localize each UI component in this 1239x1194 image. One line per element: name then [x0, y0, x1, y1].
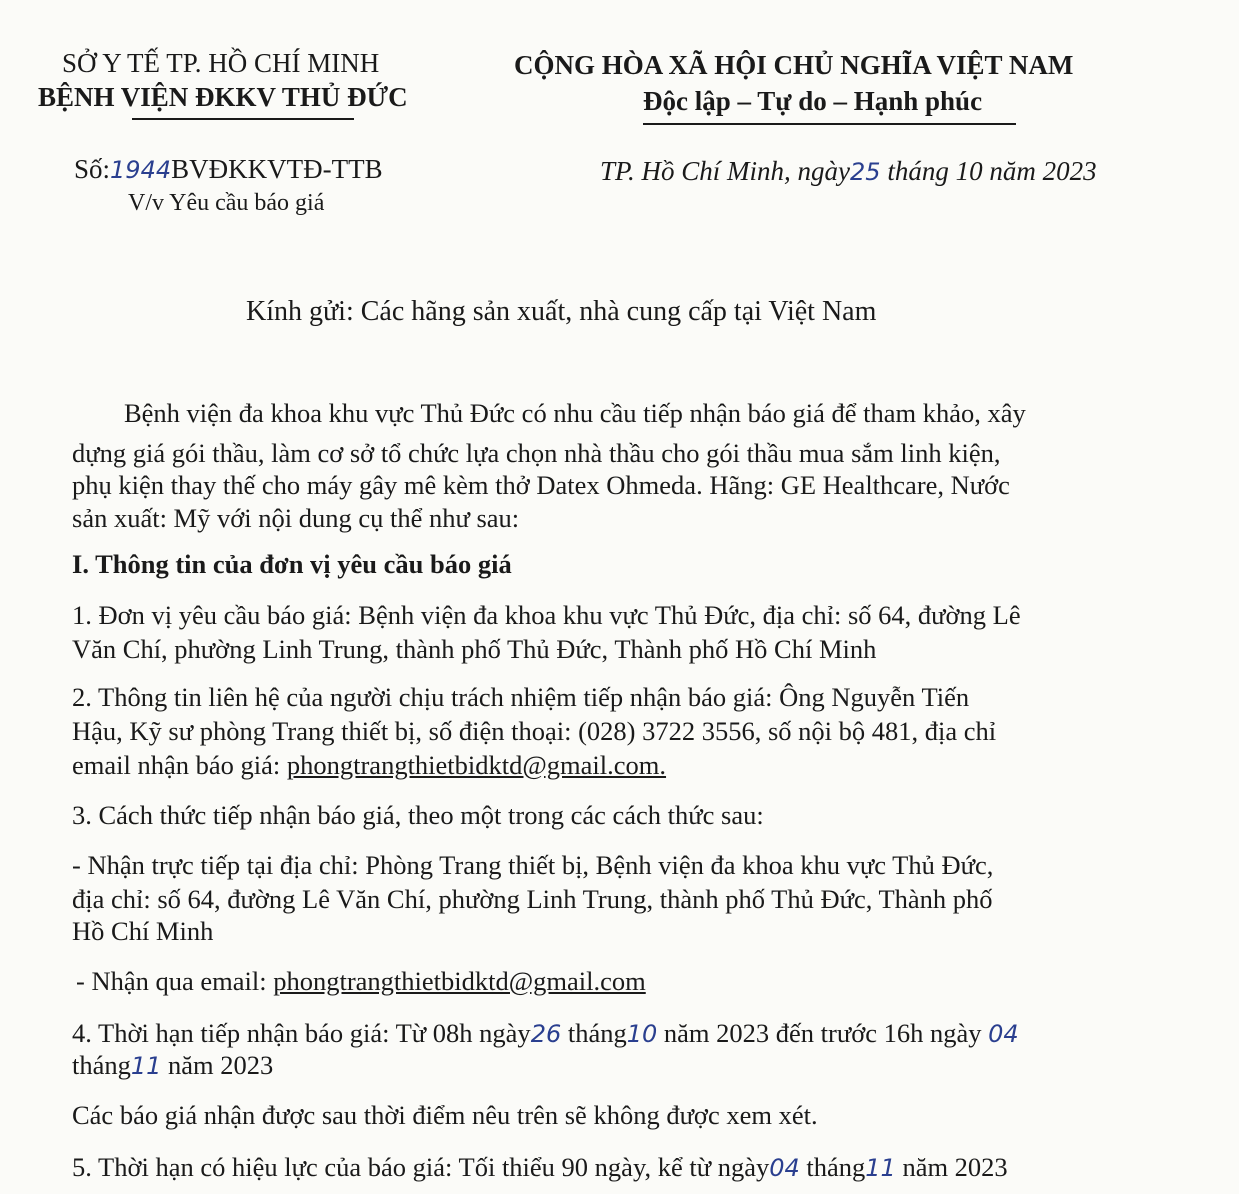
- handwritten-day-1: 26: [530, 1020, 562, 1048]
- addressee: Kính gửi: Các hãng sản xuất, nhà cung cấp tại Việt Nam: [246, 296, 877, 327]
- nation-line-2: Độc lập – Tự do – Hạnh phúc: [643, 86, 983, 116]
- email-receipt-line: [76, 966, 646, 997]
- contact-email-link[interactable]: phongtrangthietbidktd@gmail.com.: [286, 750, 667, 780]
- section-1-title: I. Thông tin của đơn vị yêu cầu báo giá: [72, 549, 512, 579]
- reference-number: [74, 154, 383, 185]
- late-note: Các báo giá nhận được sau thời điểm nêu trên sẽ không được xem xét.: [72, 1100, 818, 1130]
- intro-line-2: dựng giá gói thầu, làm cơ sở tổ chức lựa chọn nhà thầu cho gói thầu mua sắm linh kiện,: [72, 438, 1001, 468]
- item-5-part-2: tháng: [806, 1152, 866, 1182]
- item-4-part-1: 4. Thời hạn tiếp nhận báo giá: Từ 08h ngày: [72, 1018, 531, 1048]
- item-2-line-3: [72, 750, 666, 781]
- nation-line-1: CỘNG HÒA XÃ HỘI CHỦ NGHĨA VIỆT NAM: [514, 50, 1074, 80]
- intro-line-1: Bệnh viện đa khoa khu vực Thủ Đức có nhu cầu tiếp nhận báo giá để tham khảo, xây: [124, 398, 1026, 428]
- item-3-line-1: 3. Cách thức tiếp nhận báo giá, theo một trong các cách thức sau:: [72, 800, 764, 830]
- email-receipt-label: - Nhận qua email:: [76, 966, 274, 996]
- item-4-part-2: tháng: [567, 1018, 627, 1048]
- item-5-part-1: 5. Thời hạn có hiệu lực của báo giá: Tối thiểu 90 ngày, kể từ ngày: [72, 1152, 770, 1182]
- item-4-part-3: năm 2023 đến trước 16h ngày: [663, 1018, 982, 1048]
- org-line-1: SỞ Y TẾ TP. HỒ CHÍ MINH: [62, 48, 380, 78]
- email-label: email nhận báo giá:: [72, 750, 287, 780]
- handwritten-month-3: 11: [865, 1154, 896, 1182]
- item-5-part-3: năm 2023: [902, 1152, 1008, 1182]
- motto-underline: [643, 123, 1016, 125]
- direct-receipt-line-2: địa chỉ: số 64, đường Lê Văn Chí, phường Linh Trung, thành phố Thủ Đức, Thành phố: [72, 884, 993, 914]
- reference-suffix: BVĐKKVTĐ-TTB: [171, 154, 383, 184]
- item-5-line: [72, 1152, 1008, 1183]
- subject-line: V/v Yêu cầu báo giá: [128, 190, 325, 216]
- item-4-part-5: năm 2023: [168, 1050, 274, 1080]
- intro-line-4: sản xuất: Mỹ với nội dung cụ thể như sau:: [72, 503, 520, 533]
- date-prefix: TP. Hồ Chí Minh, ngày: [600, 156, 851, 186]
- direct-receipt-line-3: Hồ Chí Minh: [72, 916, 214, 946]
- document-date: [600, 156, 1097, 187]
- handwritten-day-3: 04: [769, 1154, 800, 1182]
- item-2-line-1: 2. Thông tin liên hệ của người chịu trách nhiệm tiếp nhận báo giá: Ông Nguyễn Tiến: [72, 682, 970, 712]
- handwritten-day-2: 04: [988, 1020, 1019, 1048]
- handwritten-month-1: 10: [626, 1020, 658, 1048]
- item-2-line-2: Hậu, Kỹ sư phòng Trang thiết bị, số điện thoại: (028) 3722 3556, số nội bộ 481, địa chỉ: [72, 716, 997, 746]
- handwritten-month-2: 11: [130, 1052, 162, 1080]
- date-suffix: tháng 10 năm 2023: [887, 156, 1097, 186]
- reference-prefix: Số:: [74, 154, 111, 184]
- handwritten-day: 25: [850, 158, 881, 186]
- item-1-line-1: 1. Đơn vị yêu cầu báo giá: Bệnh viện đa khoa khu vực Thủ Đức, địa chỉ: số 64, đường Lê: [72, 600, 1021, 630]
- item-4-part-4: tháng: [72, 1050, 131, 1080]
- org-line-2: BỆNH VIỆN ĐKKV THỦ ĐỨC: [38, 82, 408, 112]
- item-4-line-1: [72, 1018, 1019, 1049]
- org-underline: [132, 118, 354, 120]
- handwritten-number: 1944: [110, 156, 172, 184]
- intro-line-3: phụ kiện thay thế cho máy gây mê kèm thở Datex Ohmeda. Hãng: GE Healthcare, Nước: [72, 470, 1010, 500]
- item-1-line-2: Văn Chí, phường Linh Trung, thành phố Thủ Đức, Thành phố Hồ Chí Minh: [72, 634, 877, 664]
- direct-receipt-line-1: - Nhận trực tiếp tại địa chỉ: Phòng Trang thiết bị, Bệnh viện đa khoa khu vực Thủ Đức,: [72, 850, 994, 880]
- receipt-email-link[interactable]: phongtrangthietbidktd@gmail.com: [273, 966, 646, 996]
- item-4-line-2: [72, 1050, 273, 1081]
